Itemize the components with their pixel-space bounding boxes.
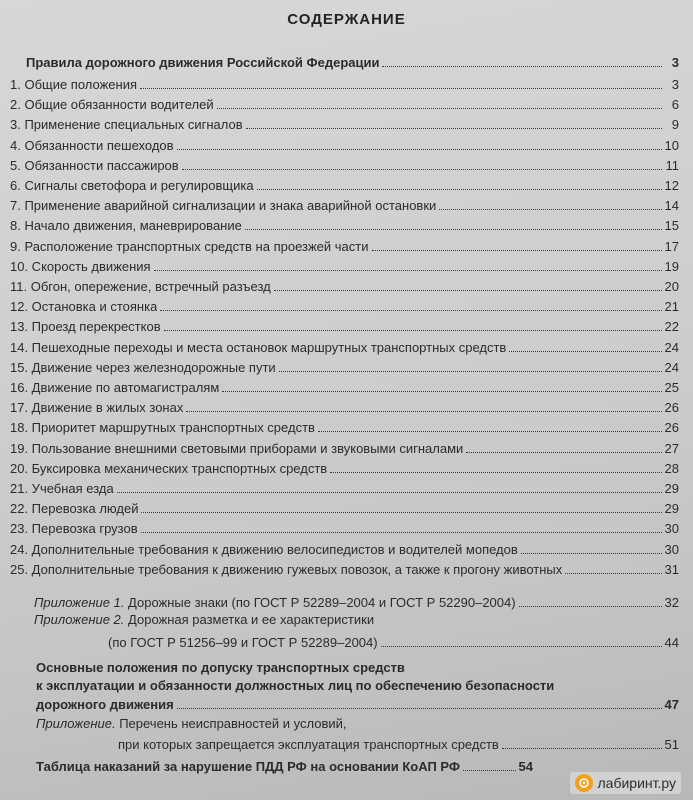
toc-item (10, 496, 679, 516)
appendix-text: Перечень неисправностей и условий, (119, 716, 347, 731)
toc-item-label: 18. Приоритет маршрутных транспортных средств (10, 420, 315, 436)
toc-item-label: 4. Обязанности пешеходов (10, 137, 174, 153)
leader-dots (222, 391, 661, 392)
toc-item-label: 10. Скорость движения (10, 258, 151, 274)
toc-item (10, 557, 679, 577)
toc-page-number: 3 (671, 77, 679, 92)
toc-page-number: 26 (664, 400, 679, 416)
toc-page-number: 44 (664, 635, 679, 650)
toc-section-2 (36, 692, 679, 712)
toc-item-label: 16. Движение по автомагистралям (10, 380, 220, 395)
toc-item-label: 25. Дополнительные требования к движению гужевых повозок, а также к прогону животных (10, 561, 563, 577)
toc-appendix-1 (34, 590, 679, 610)
toc-page-number: 9 (671, 117, 679, 133)
toc-item-label: 8. Начало движения, маневрирование (10, 218, 242, 234)
leader-dots (509, 351, 661, 352)
toc-page-number: 47 (664, 697, 679, 712)
toc-item-label: 6. Сигналы светофора и регулировщика (10, 178, 254, 193)
toc-item (10, 456, 679, 476)
leader-dots (186, 411, 661, 412)
toc-page-number: 15 (664, 218, 679, 234)
leader-dots (141, 512, 661, 513)
toc-item-label: 19. Пользование внешними световыми приборами и звуковыми сигналами (10, 440, 464, 456)
toc-section-3 (36, 754, 533, 774)
leader-dots (246, 128, 662, 129)
toc-item (10, 375, 679, 395)
toc-item-label: 9. Расположение транспортных средств на проезжей части (10, 238, 369, 254)
toc-section-label: Таблица наказаний за нарушение ПДД РФ на основании КоАП РФ (36, 759, 461, 774)
toc-page-number: 21 (664, 299, 679, 315)
toc-item-label: 3. Применение специальных сигналов (10, 117, 243, 133)
appendix-text: Дорожные знаки (по ГОСТ Р 52289–2004 и ГОСТ Р 52290–2004) (128, 595, 516, 610)
toc-section-2-line1: Основные положения по допуску транспортных средств (36, 660, 405, 675)
leader-dots (177, 149, 662, 150)
toc-item-label: 13. Проезд перекрестков (10, 319, 161, 335)
labirint-logo-icon (575, 774, 593, 792)
leader-dots (245, 229, 662, 230)
toc-item-label: 1. Общие положения (10, 77, 138, 92)
appendix-prefix: Приложение 1. (34, 595, 125, 610)
toc-item-label: 7. Применение аварийной сигнализации и знака аварийной остановки (10, 198, 437, 214)
toc-item (10, 153, 679, 173)
watermark-text: лабиринт.ру (597, 775, 676, 791)
toc-appendix-3 (118, 732, 679, 752)
toc-page-number: 31 (664, 561, 679, 577)
leader-dots (466, 452, 661, 453)
toc-item-label: 12. Остановка и стоянка (10, 299, 158, 315)
page-title: СОДЕРЖАНИЕ (287, 11, 406, 28)
leader-dots (381, 646, 662, 647)
leader-dots (502, 748, 662, 749)
toc-appendix-2-line1 (34, 612, 374, 627)
toc-item (10, 516, 679, 536)
toc-item-label: 11. Обгон, опережение, встречный разъезд (10, 279, 271, 294)
toc-page-number: 17 (664, 238, 679, 254)
toc-page-number: 24 (664, 359, 679, 375)
toc-page-number: 27 (664, 440, 679, 456)
toc-item-label: 23. Перевозка грузов (10, 521, 138, 537)
toc-item (10, 193, 679, 213)
leader-dots (257, 189, 662, 190)
leader-dots (117, 492, 662, 493)
leader-dots (274, 290, 662, 291)
toc-appendix-2 (108, 630, 679, 650)
toc-page-number: 29 (664, 481, 679, 496)
appendix-text-2: при которых запрещается эксплуатация транспортных средств (118, 737, 499, 752)
leader-dots (439, 209, 661, 210)
appendix-text: Дорожная разметка и ее характеристики (128, 612, 375, 627)
leader-dots (318, 431, 662, 432)
toc-page-number: 10 (664, 137, 679, 153)
toc-item (10, 213, 679, 233)
toc-page-number: 12 (664, 178, 679, 193)
toc-item-label: 22. Перевозка людей (10, 501, 139, 517)
toc-item (10, 72, 679, 92)
toc-item (10, 335, 679, 355)
toc-item (10, 112, 679, 132)
toc-item (10, 436, 679, 456)
toc-item (10, 537, 679, 557)
toc-item-label: 24. Дополнительные требования к движению велосипедистов и водителей мопедов (10, 541, 518, 557)
toc-item (10, 234, 679, 254)
toc-page-number: 28 (664, 460, 679, 476)
leader-dots (463, 770, 516, 771)
toc-item (10, 314, 679, 334)
toc-item (10, 254, 679, 274)
leader-dots (330, 472, 661, 473)
leader-dots (160, 310, 661, 311)
toc-item-label: 2. Общие обязанности водителей (10, 97, 214, 113)
toc-page-number: 54 (518, 759, 533, 774)
toc-item-label: 20. Буксировка механических транспортных средств (10, 460, 328, 476)
toc-page-number: 20 (664, 279, 679, 294)
toc-section-label: Правила дорожного движения Российской Федерации (26, 55, 380, 70)
toc-item (10, 92, 679, 112)
toc-section-rules (26, 50, 679, 70)
toc-item (10, 415, 679, 435)
leader-dots (372, 250, 662, 251)
toc-page-number: 11 (665, 157, 679, 173)
toc-appendix-3-line1 (36, 716, 346, 731)
toc-page-number: 3 (671, 55, 679, 70)
toc-item-label: 14. Пешеходные переходы и места остановок маршрутных транспортных средств (10, 339, 507, 355)
leader-dots (382, 66, 662, 67)
leader-dots (141, 532, 662, 533)
toc-page-number: 19 (664, 258, 679, 274)
toc-item (10, 294, 679, 314)
leader-dots (279, 371, 662, 372)
toc-page-number: 30 (664, 521, 679, 537)
toc-page-number: 24 (664, 339, 679, 355)
toc-page-number: 51 (664, 737, 679, 752)
leader-dots (154, 270, 662, 271)
toc-page-number: 29 (664, 501, 679, 517)
leader-dots (140, 88, 662, 89)
toc-item (10, 395, 679, 415)
toc-item (10, 173, 679, 193)
leader-dots (565, 573, 661, 574)
toc-page-number: 14 (664, 198, 679, 214)
toc-item (10, 274, 679, 294)
watermark-logo (570, 772, 681, 794)
leader-dots (182, 169, 662, 170)
leader-dots (217, 108, 662, 109)
leader-dots (164, 330, 662, 331)
toc-page-number: 30 (664, 541, 679, 557)
leader-dots (177, 708, 662, 709)
toc-item (10, 355, 679, 375)
leader-dots (521, 553, 662, 554)
toc-page-number: 6 (671, 97, 679, 113)
leader-dots (519, 606, 662, 607)
appendix-prefix: Приложение 2. (34, 612, 125, 627)
toc-item-label: 5. Обязанности пассажиров (10, 157, 179, 173)
appendix-prefix: Приложение. (36, 716, 116, 731)
toc-item (10, 476, 679, 496)
toc-section-2-line2: к эксплуатации и обязанности должностных лиц по обеспечению безопасности (36, 678, 555, 693)
appendix-text-2: (по ГОСТ Р 51256–99 и ГОСТ Р 52289–2004) (108, 635, 378, 650)
toc-item (10, 133, 679, 153)
toc-page-number: 25 (664, 380, 679, 395)
toc-item-label: 15. Движение через железнодорожные пути (10, 359, 276, 375)
toc-page-number: 22 (664, 319, 679, 335)
toc-page-number: 32 (664, 595, 679, 610)
toc-section-label: дорожного движения (36, 697, 174, 712)
toc-item-label: 17. Движение в жилых зонах (10, 400, 184, 416)
toc-page-number: 26 (664, 420, 679, 436)
toc-item-label: 21. Учебная езда (10, 481, 114, 496)
